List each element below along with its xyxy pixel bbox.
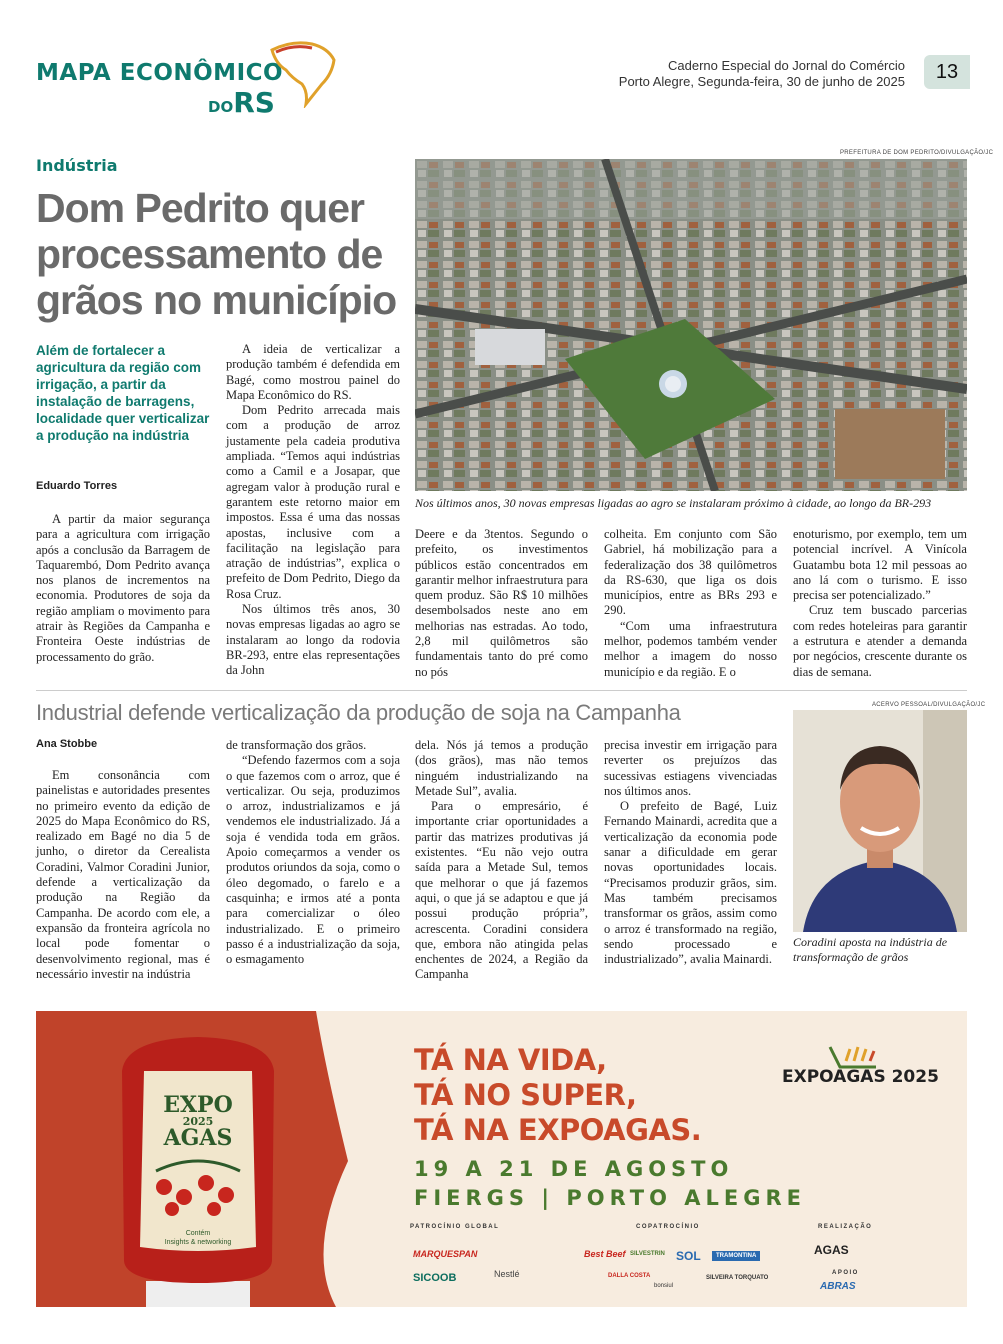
paragraph: de transformação dos grãos.	[226, 738, 367, 752]
lede: Além de fortalecer a agricultura da região com irrigação, a partir da instalação de barragens, localidade quer verticalizar a produção na indústria	[36, 343, 210, 443]
article2-column-4	[604, 738, 777, 967]
article1-column-4	[604, 527, 777, 680]
sponsor-logo: SICOOB	[413, 1272, 457, 1284]
ad-brand: EXPOAGAS 2025	[782, 1067, 939, 1087]
ad-red-panel	[36, 1011, 366, 1307]
bottle-label	[140, 1092, 256, 1151]
sponsor-logo: TRAMONTINA	[712, 1251, 760, 1261]
article2-column-1	[36, 768, 210, 982]
paragraph: O prefeito de Bagé, Luiz Fernando Mainardi, acredita que a verticalização da economia pode sanar a dificuldade em gerar novas oportunidades locais. “Precisamos produzir grãos, sim. Mas também precisamos transformar os grãos, assim como o arroz é transformado na região, sendo processado e industrializado”, avalia Mainardi.	[604, 799, 777, 967]
paragraph: Para o empresário, é importante criar oportunidades a partir das matrizes produtivas já existentes. “Eu não vejo outra saída para a Metade Sul, temos que melhorar o que já fazemos aqui, o que já se adaptou e que já possui produção própria”, acrescenta. Coradini considera que, embora não atingida pelas enchentes de 2024, a Região da Campanha	[415, 799, 588, 982]
ad-dates: 19 A 21 DE AGOSTO	[414, 1157, 734, 1181]
article1-column-5	[793, 527, 967, 680]
logo-title: MAPA ECONÔMICO	[36, 60, 284, 86]
byline: Ana Stobbe	[36, 738, 98, 750]
bottle-label-top: EXPO	[163, 1092, 233, 1118]
sponsor-logo: DALLA COSTA	[608, 1273, 651, 1279]
ad-slogan	[414, 1043, 701, 1148]
sponsor-logo: Nestlé	[494, 1269, 520, 1279]
rs-map-icon	[262, 38, 338, 108]
organizer-logo: AGAS	[814, 1243, 849, 1257]
byline: Eduardo Torres	[36, 480, 118, 492]
photo-caption: Nos últimos anos, 30 novas empresas ligadas ao agro se instalaram próximo à cidade, ao longo da BR-293	[415, 496, 932, 510]
aerial-city-image	[415, 159, 967, 491]
publication-date: Porto Alegre, Segunda-feira, 30 de junho de 2025	[618, 74, 905, 89]
publication-name: Caderno Especial do Jornal do Comércio	[667, 58, 905, 73]
label-global-sponsor: PATROCÍNIO GLOBAL	[410, 1224, 500, 1230]
paragraph: Nos últimos três anos, 30 novas empresas ligadas ao agro se instalaram ao longo da rodovia BR-293, entre elas representações da John	[226, 602, 400, 678]
paragraph: dela. Nós já temos a produção (dos grãos), mas não temos ninguém industrializando na Metade Sul”, avalia.	[415, 738, 588, 798]
bottle-label-year: 2025	[182, 1115, 214, 1128]
bottle-label-bottom: AGAS	[163, 1125, 233, 1151]
ketchup-bottle-icon	[36, 1011, 366, 1307]
ad-slogan-line: TÁ NA EXPOAGAS.	[414, 1113, 702, 1147]
paragraph: Cruz tem buscado parcerias com redes hoteleiras para garantir a estrutura e atender a demanda por negócios, crescente durante os dias de semana.	[793, 603, 967, 679]
paragraph: Dom Pedrito arrecada mais com a produção de arroz justamente pela cadeia produtiva ampliada. “Temos aqui indústrias como a Camil e a Josapar, que agregam valor à produção rural e garantem este retorno maior em impostos. Essa é uma das nossas apostas, inclusive com a facilitação na legislação para atração de indústrias”, explica o prefeito de Dom Pedrito, Diego da Rosa Cruz.	[226, 403, 400, 601]
paragraph: precisa investir em irrigação para reverter os prejuízos das sucessivas estiagens vivenciadas nos últimos anos.	[604, 738, 777, 798]
paragraph: “Com uma infraestrutura melhor, podemos também vender melhor a imagem do nosso município e da região. E o	[604, 618, 777, 679]
sponsor-logo: SILVESTRIN	[630, 1251, 665, 1257]
bottle-tagline-2: Insights & networking	[164, 1239, 232, 1246]
bottle-tagline-1: Contém	[185, 1230, 211, 1237]
bottle-tagline	[140, 1229, 256, 1247]
paragraph: A partir da maior segurança para a agricultura com irrigação após a conclusão da Barragem de Taquarembó, Dom Pedrito avança nos planos de incrementos na economia. Produtores de soja da região ampliam o movimento para atrair às Regiões da Campanha e Fronteira Oeste indústrias de processamento do grão.	[36, 512, 210, 664]
ad-venue: FIERGS | PORTO ALEGRE	[414, 1186, 807, 1210]
paragraph: A ideia de verticalizar a produção também é defendida em Bagé, como mostrou painel do Mapa Econômico do RS.	[226, 342, 400, 402]
article2-column-3	[415, 738, 588, 983]
article2-column-2	[226, 738, 400, 967]
paragraph: Deere e da 3tentos. Segundo o prefeito, os investimentos públicos estão concentrados em garantir melhor infraestrutura para quem produz. São R$ 10 milhões desembolsados neste ano em melhorias nas estradas. Ao todo, 2,8 mil quilômetros são fundamentais tanto do pré como no pós	[415, 527, 588, 679]
ad-slogan-line: TÁ NO SUPER,	[414, 1078, 637, 1112]
article1-column-2	[226, 342, 400, 679]
article1-column-1	[36, 512, 210, 665]
article1-column-3	[415, 527, 588, 680]
paragraph: colheita. Em conjunto com São Gabriel, há mobilização para a federalização dos 38 quilômetros da RS-630, que liga os dois municípios, entre as BRs 293 e 290.	[604, 527, 777, 618]
ad-slogan-line: TÁ NA VIDA,	[414, 1043, 607, 1077]
divider	[36, 690, 967, 691]
photo-caption: Coradini aposta na indústria de transformação de grãos	[793, 935, 948, 964]
headline: Dom Pedrito quer processamento de grãos no município	[36, 185, 397, 323]
paragraph: Em consonância com painelistas e autoridades presentes no primeiro evento da edição de 2025 do Mapa Econômico do RS, realizado em Bagé no dia 5 de junho, o diretor da Cerealista Coradini, Valmor Coradini Junior, defende a verticalização da produção na Região da Campanha. De acordo com ele, a expansão da fronteira agrícola no local pode fomentar o desenvolvimento regional, mas é necessário investir na indústria	[36, 768, 210, 981]
logo-rs: RS	[233, 86, 275, 119]
sponsor-logo: bonsiul	[654, 1283, 674, 1289]
label-organizer: REALIZAÇÃO	[818, 1224, 873, 1230]
label-cosponsor: COPATROCÍNIO	[636, 1224, 700, 1230]
sponsor-logo: SOL	[676, 1249, 701, 1263]
aerial-city-photo	[415, 159, 967, 491]
paragraph: “Defendo fazermos com a soja o que fazemos com o arroz, que é verticalizar. Ou seja, produzimos o arroz, industrializamos e já vendemos ele industrializado. Já a soja é vendida toda em grãos. Apoio começarmos a vender os produtos oriundos da soja, como o óleo degomado, o farelo e a casquinha; e irmos até a ponta para comercializar o óleo industrializado. E o primeiro passo é a industrialização da soja, o esmagamento	[226, 753, 400, 967]
page-number: 13	[924, 55, 970, 89]
support-logo: ABRAS	[820, 1281, 856, 1292]
logo-do: DO	[208, 98, 234, 116]
publication-info	[619, 58, 905, 90]
sponsor-logo: MARQUESPAN	[413, 1249, 478, 1259]
expoagas-advertisement[interactable]	[36, 1011, 967, 1307]
photo-credit: ACERVO PESSOAL/DIVULGAÇÃO/JC	[872, 702, 986, 708]
sponsor-logo: SILVEIRA TORQUATO	[706, 1275, 769, 1281]
sponsor-logo: Best Beef	[584, 1249, 626, 1259]
portrait-photo	[793, 710, 967, 932]
portrait-image	[793, 710, 967, 932]
photo-credit: PREFEITURA DE DOM PEDRITO/DIVULGAÇÃO/JC	[840, 150, 994, 156]
headline: Industrial defende verticalização da produção de soja na Campanha	[36, 700, 681, 725]
paragraph: enoturismo, por exemplo, tem um potencial incrível. A Vinícola Guatambu bota 12 mil pessoas ao ano lá com o turismo. E isso precisa ser potencializado.”	[793, 527, 967, 603]
label-support: APOIO	[832, 1270, 859, 1276]
section-label: Indústria	[36, 156, 118, 175]
